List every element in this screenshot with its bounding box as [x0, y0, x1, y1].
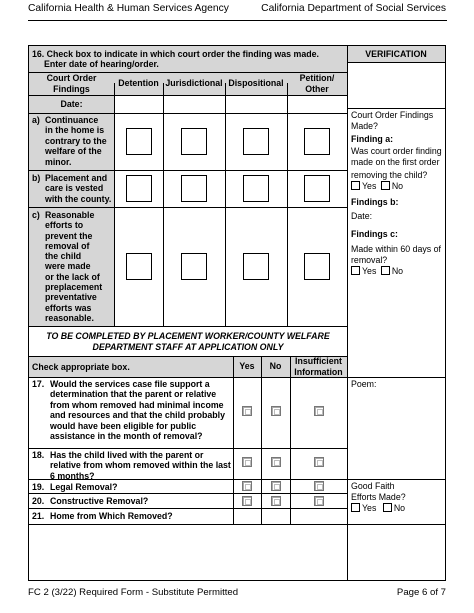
row-b-dispositional-checkbox[interactable]: [243, 175, 269, 202]
q17-insufficient-checkbox[interactable]: [314, 406, 324, 416]
v-findings-c: Findings c:: [351, 229, 398, 240]
v-good-faith-yes-checkbox[interactable]: [351, 503, 360, 512]
row-b-line: with the county.: [45, 193, 112, 204]
row-a-label: [32, 115, 107, 167]
row-b-jurisdictional-checkbox[interactable]: [181, 175, 207, 202]
v-findings-b: Findings b:: [351, 196, 399, 207]
v-finding-a-yes-checkbox[interactable]: [351, 181, 360, 190]
vrule-3: [347, 479, 445, 480]
q19-insufficient-checkbox[interactable]: [314, 481, 324, 491]
row-c-marker: c): [32, 210, 40, 220]
row-a-line: welfare of the: [45, 146, 102, 157]
vrule-4: [347, 524, 445, 525]
q19-number: 19.: [32, 482, 45, 492]
row-c-jurisdictional-checkbox[interactable]: [181, 253, 207, 280]
date-petition-field[interactable]: [288, 96, 347, 112]
banner-line2: DEPARTMENT STAFF AT APPLICATION ONLY: [92, 341, 284, 352]
row-b-label: [32, 173, 111, 204]
v-court-order-line2: Made?: [351, 120, 378, 131]
q19-text: Legal Removal?: [50, 482, 118, 492]
rule-date: [29, 113, 347, 114]
v-poem-label: Poem:: [351, 379, 377, 389]
row-b-marker: b): [32, 173, 41, 183]
row-c-line: efforts was: [45, 302, 92, 313]
verification-findings-block: [351, 110, 445, 276]
row-a-jurisdictional-checkbox[interactable]: [181, 128, 207, 155]
question-19: [32, 482, 117, 492]
agency-name: California Health & Human Services Agency: [28, 3, 229, 14]
banner-line1: TO BE COMPLETED BY PLACEMENT WORKER/COUNTY WELFARE: [46, 331, 330, 342]
q17-no-checkbox[interactable]: [271, 406, 281, 416]
v-yes-label: Yes: [362, 265, 377, 276]
v-finding-a-yes-no: [351, 181, 445, 192]
q17-yes-checkbox[interactable]: [242, 406, 252, 416]
vrule-1: [347, 108, 445, 109]
q18-line: 6 months?: [50, 470, 95, 481]
row-c-label: [32, 210, 102, 323]
q20-text: Constructive Removal?: [50, 496, 149, 506]
col-insufficient-line2: Information: [294, 366, 343, 377]
verification-title: VERIFICATION: [365, 48, 427, 59]
q17-line: would have been eligible for public: [50, 420, 197, 431]
col-petition-line2: Other: [305, 83, 329, 94]
date-detention-field[interactable]: [115, 96, 163, 112]
row-b-detention-checkbox[interactable]: [126, 175, 152, 202]
col-petition-other: [287, 72, 347, 95]
row-a-line: minor.: [45, 156, 72, 167]
form-frame: [28, 45, 446, 581]
q21-text: Home from Which Removed?: [50, 511, 173, 521]
row-c-line: or the lack of: [45, 271, 100, 282]
rule-row-b: [29, 207, 347, 208]
col-rule-3: [225, 83, 226, 326]
v-good-faith-yes-no: [351, 503, 445, 514]
v-finding-a: Finding a:: [351, 133, 394, 144]
row-c-detention-checkbox[interactable]: [126, 253, 152, 280]
question-17: [32, 379, 225, 441]
q17-line: determination that the parent or relative: [50, 389, 217, 400]
question-18: [32, 450, 231, 481]
question-21: [32, 511, 173, 521]
q17-line: assistance in the month of removal?: [50, 431, 203, 442]
section16-title-line1: 16. Check box to indicate in which court order the finding was made.: [32, 49, 319, 59]
q20-no-checkbox[interactable]: [271, 496, 281, 506]
v-no-label: No: [391, 265, 404, 276]
q20-number: 20.: [32, 496, 45, 506]
row-c-petition-checkbox[interactable]: [304, 253, 330, 280]
check-appropriate-box-label: Check appropriate box.: [32, 362, 130, 372]
row-a-dispositional-checkbox[interactable]: [243, 128, 269, 155]
row-c-line: were made: [45, 261, 91, 272]
section16-title: [32, 49, 319, 70]
col-petition-line1: Petition/: [299, 73, 335, 84]
v-finding-c-yes-checkbox[interactable]: [351, 266, 360, 275]
qcol-rule-1: [233, 356, 234, 524]
rule-q20: [29, 508, 347, 509]
col-no: No: [269, 361, 282, 372]
v-no-label: No: [393, 502, 406, 513]
q20-yes-checkbox[interactable]: [242, 496, 252, 506]
v-no-label: No: [391, 180, 404, 191]
col-jurisdictional: Jurisdictional: [165, 78, 223, 89]
row-a-line: Continuance: [45, 115, 99, 125]
row-c-line: reasonable.: [45, 312, 94, 323]
v-court-order-line1: Court Order Findings: [351, 110, 434, 120]
row-a-detention-checkbox[interactable]: [126, 128, 152, 155]
vrule-title: [347, 62, 445, 63]
v-made-within-line2: removal?: [351, 254, 388, 265]
page-number: Page 6 of 7: [396, 587, 446, 598]
col-findings-line1: Court Order: [46, 73, 97, 84]
v-finding-a-no-checkbox[interactable]: [381, 181, 390, 190]
qcol-rule-2: [261, 356, 262, 524]
row-c-line: removal of: [45, 240, 90, 251]
date-dispositional-field[interactable]: [226, 96, 287, 112]
verification-divider: [347, 46, 348, 580]
v-yes-label: Yes: [362, 502, 377, 513]
row-b-line: Placement and: [45, 173, 108, 183]
row-c-line: preplacement: [45, 282, 103, 293]
section16-title-line2: Enter date of hearing/order.: [44, 59, 159, 70]
v-good-faith-line2: Efforts Made?: [351, 491, 406, 502]
qcol-rule-3: [290, 356, 291, 524]
row-c-line: prevent the: [45, 230, 93, 241]
v-good-faith-line1: Good Faith: [351, 481, 395, 491]
col-detention: Detention: [118, 78, 159, 89]
col-rule-1: [114, 83, 115, 326]
row-c-line: preventative: [45, 292, 97, 303]
q18-line: relative from whom removed within the last: [50, 460, 231, 471]
form-id-footer: FC 2 (3/22) Required Form - Substitute Permitted: [28, 587, 239, 598]
rule-q17: [29, 448, 347, 449]
header-rule: [28, 20, 447, 21]
col-dispositional: Dispositional: [228, 78, 284, 89]
q18-line: Has the child lived with the parent or: [50, 450, 204, 460]
q17-line: and resources and that the child probably: [50, 410, 225, 421]
v-good-faith-no-checkbox[interactable]: [383, 503, 392, 512]
row-c-line: Reasonable: [45, 210, 95, 220]
question-20: [32, 496, 148, 506]
row-a-line: in the home is: [45, 125, 105, 136]
q18-number: 18.: [32, 450, 45, 460]
rule-q21: [29, 524, 347, 525]
row-c-line: the child: [45, 251, 82, 262]
col-court-order-findings: [29, 72, 114, 95]
row-a-petition-checkbox[interactable]: [304, 128, 330, 155]
v-date-label: Date:: [351, 211, 373, 222]
vrule-2: [347, 377, 445, 378]
date-jurisdictional-field[interactable]: [164, 96, 225, 112]
q19-yes-checkbox[interactable]: [242, 481, 252, 491]
col-insufficient-information: [290, 356, 347, 377]
v-removing-child: removing the child?: [351, 169, 428, 180]
q19-no-checkbox[interactable]: [271, 481, 281, 491]
v-good-faith-block: [351, 481, 445, 513]
q20-insufficient-checkbox[interactable]: [314, 496, 324, 506]
col-insufficient-line1: Insufficient: [295, 356, 342, 367]
col-findings-line2: Findings: [53, 83, 90, 94]
v-finding-c-yes-no: [351, 266, 445, 277]
row-c-dispositional-checkbox[interactable]: [243, 253, 269, 280]
q17-line: from whom removed had minimal income: [50, 399, 224, 410]
q17-line: Would the services case file support a: [50, 379, 210, 389]
q21-number: 21.: [32, 511, 45, 521]
row-c-line: efforts to: [45, 220, 84, 231]
row-a-line: contrary to the: [45, 135, 107, 146]
q18-no-checkbox[interactable]: [271, 457, 281, 467]
v-made-within-line1: Made within 60 days of: [351, 243, 441, 254]
rule-q19: [29, 493, 347, 494]
rule-row-a: [29, 170, 347, 171]
q18-insufficient-checkbox[interactable]: [314, 457, 324, 467]
col-rule-4: [287, 83, 288, 326]
department-name: California Department of Social Services: [261, 3, 446, 14]
v-finding-c-no-checkbox[interactable]: [381, 266, 390, 275]
row-b-line: care is vested: [45, 183, 104, 194]
v-finding-a-line1: Was court order finding: [351, 146, 442, 157]
row-b-petition-checkbox[interactable]: [304, 175, 330, 202]
q18-yes-checkbox[interactable]: [242, 457, 252, 467]
rule-qhead: [29, 377, 347, 378]
row-a-marker: a): [32, 115, 40, 125]
col-yes: Yes: [239, 361, 255, 372]
v-finding-a-line2: made on the first order: [351, 157, 440, 168]
col-rule-2: [163, 83, 164, 326]
placement-worker-banner: [29, 327, 347, 356]
date-label: Date:: [60, 98, 83, 109]
v-yes-label: Yes: [362, 180, 377, 191]
q17-number: 17.: [32, 379, 45, 389]
